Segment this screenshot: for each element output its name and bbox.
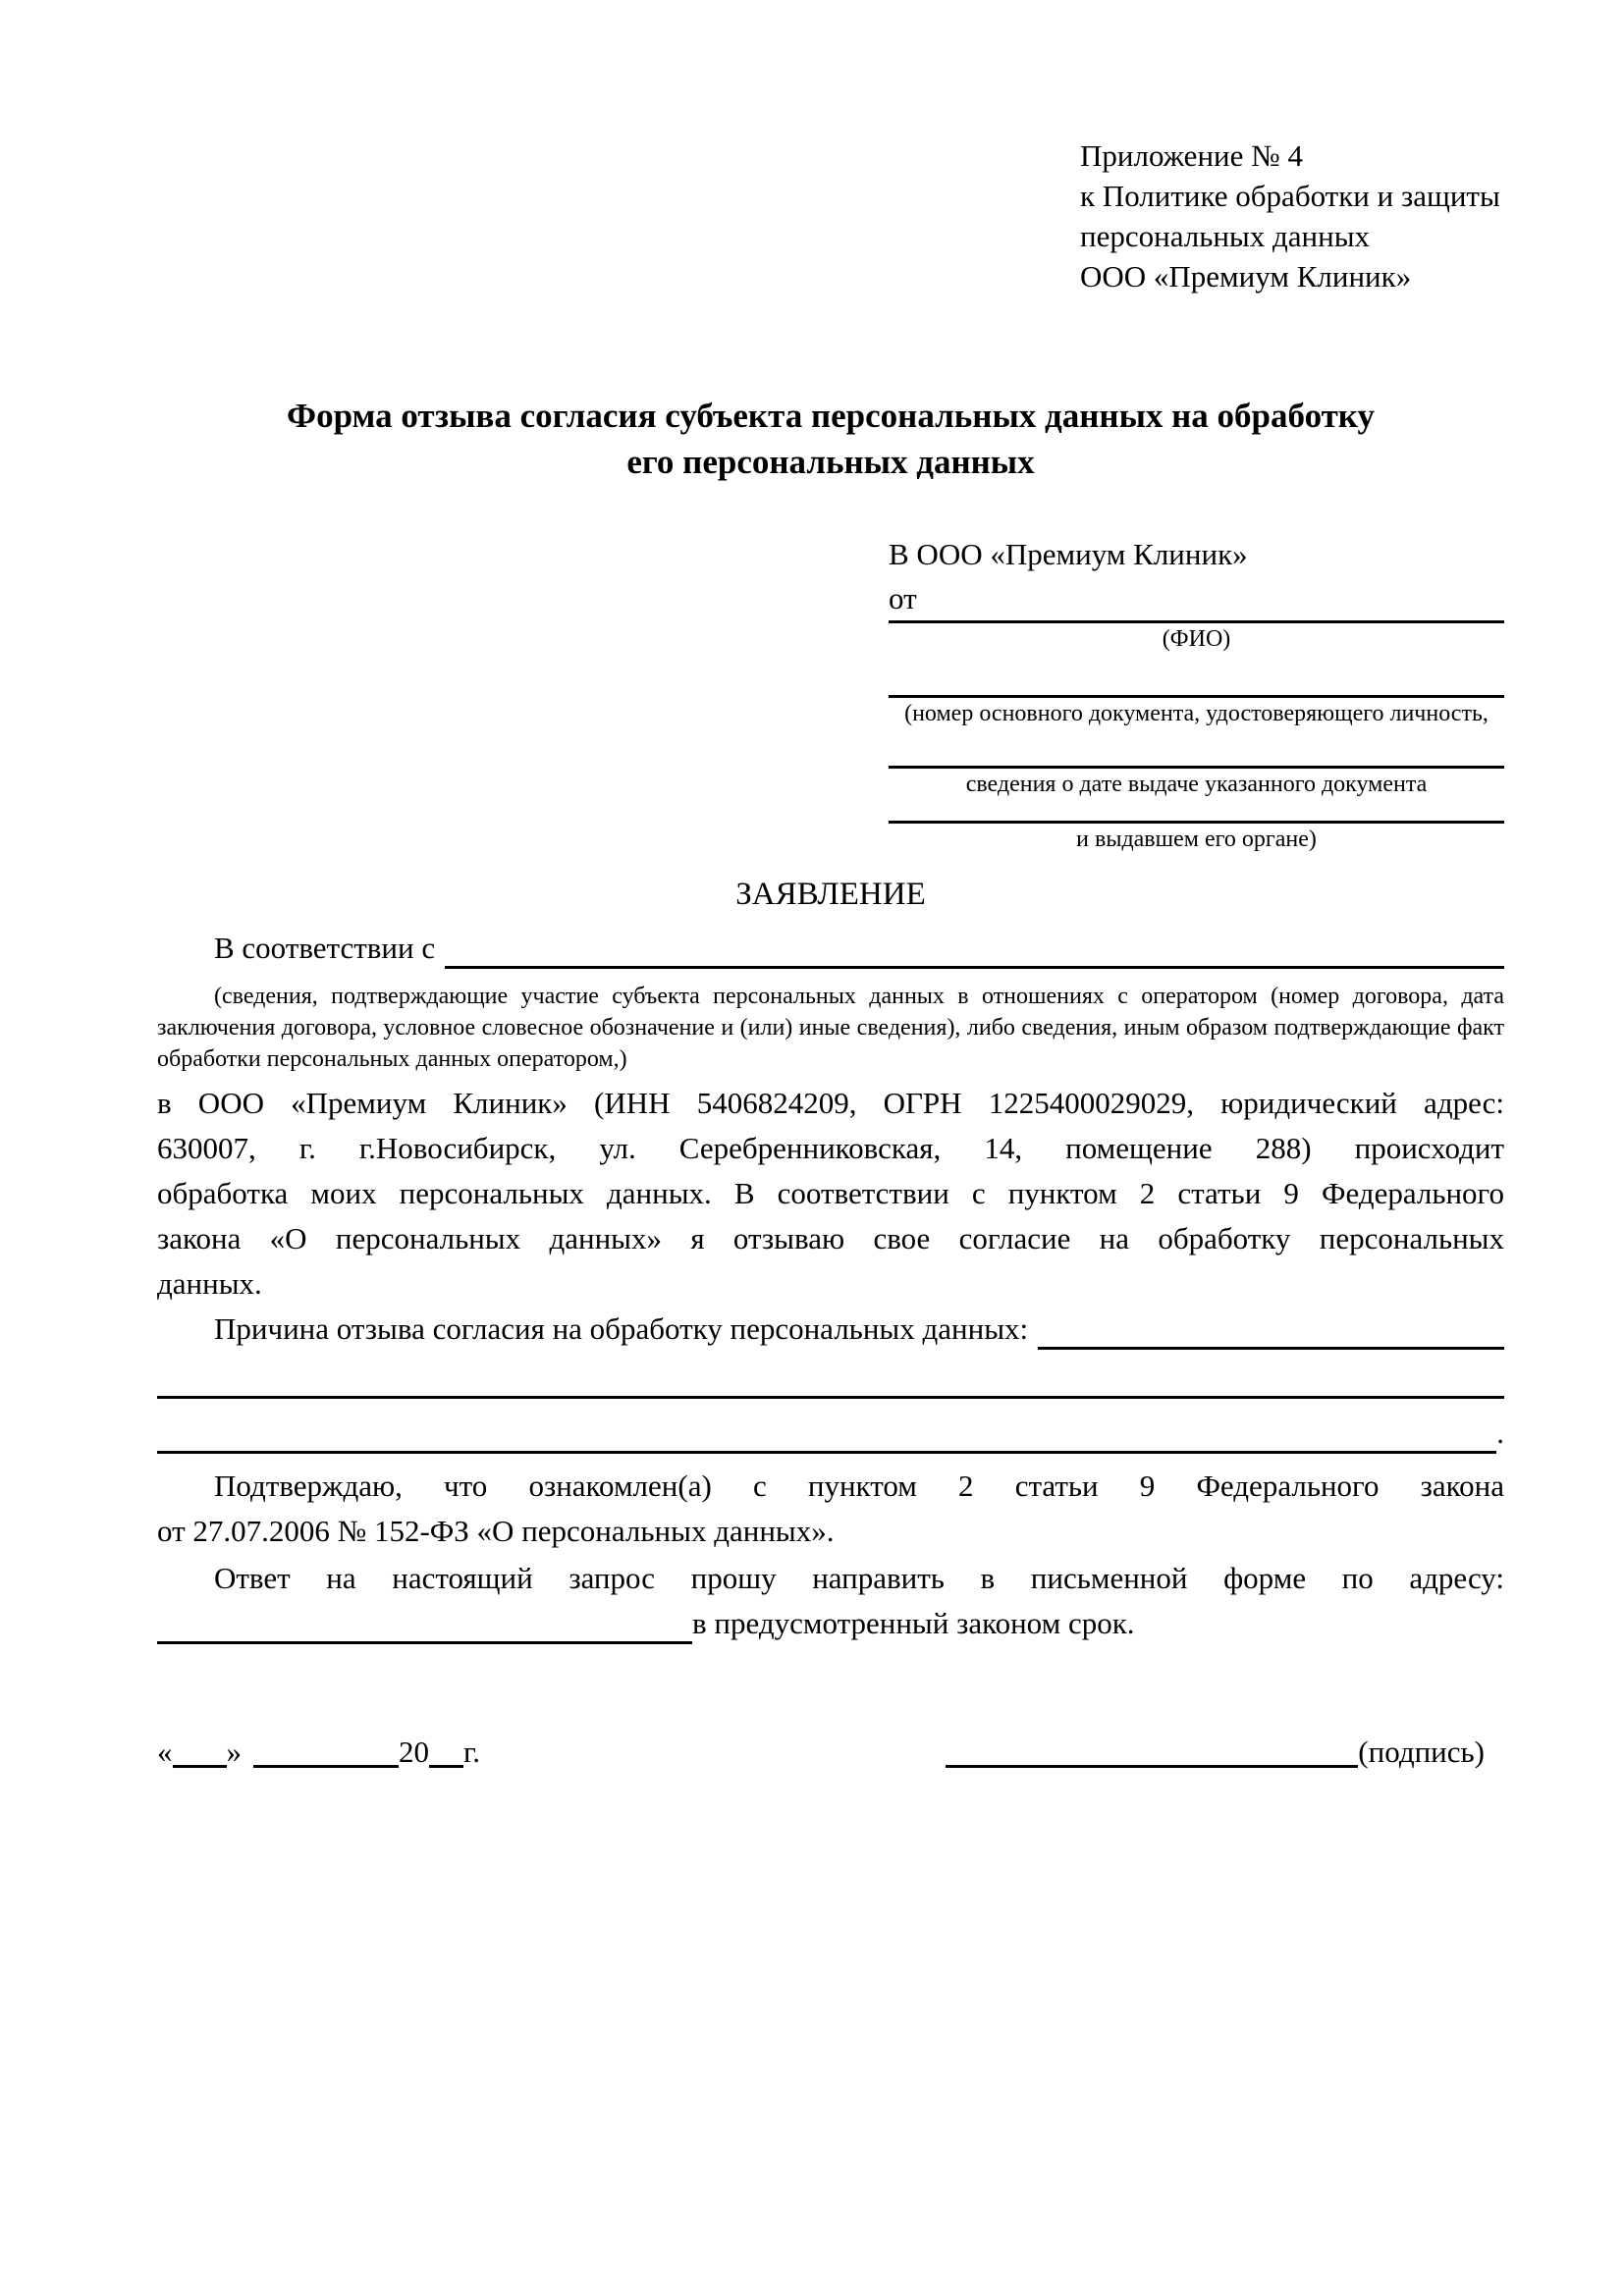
appendix-line-1: Приложение № 4 xyxy=(1080,138,1303,173)
date-quote-close: » xyxy=(226,1735,242,1769)
day-blank-line xyxy=(173,1764,227,1768)
issue-date-field-line xyxy=(889,729,1504,769)
appendix-note xyxy=(1080,135,1504,296)
reason-blank-line xyxy=(1038,1310,1504,1350)
appendix-line-2: к Политике обработки и защиты xyxy=(1080,179,1500,213)
confirmation-line-2: от 27.07.2006 № 152-ФЗ «О персональных данных». xyxy=(157,1514,835,1548)
statement-body-line-5: данных. xyxy=(157,1266,262,1301)
intro-label: В соответствии с xyxy=(214,931,436,965)
document-number-caption: (номер основного документа, удостоверяющего личность, xyxy=(904,701,1489,726)
issuing-authority-field-line xyxy=(889,800,1504,824)
reply-address-blank-line xyxy=(157,1605,692,1644)
footer-row xyxy=(157,1731,1504,1774)
signature-caption: (подпись) xyxy=(1358,1735,1485,1769)
document-title-line-1: Форма отзыва согласия субъекта персональных данных на обработку xyxy=(287,397,1375,435)
explanatory-note-line-3: обработки персональных данных оператором,) xyxy=(157,1046,627,1072)
intro-line xyxy=(157,926,1504,971)
addressee-block xyxy=(889,532,1504,855)
reason-line xyxy=(157,1307,1504,1352)
year-blank-line xyxy=(429,1764,463,1768)
statement-body-line-2: 630007, г. г.Новосибирск, ул. Серебренниковская, 14, помещение 288) происходит xyxy=(157,1131,1504,1165)
issue-date-caption: сведения о дате выдаче указанного документа xyxy=(965,772,1428,797)
reply-tail-text: в предусмотренный законом срок. xyxy=(692,1606,1135,1640)
year-prefix: 20 xyxy=(399,1735,429,1769)
date-quote-open: « xyxy=(157,1735,173,1769)
month-blank-line xyxy=(253,1764,399,1768)
statement-body-line-1: в ООО «Премиум Клиник» (ИНН 5406824209, ОГРН 1225400029029, юридический адрес: xyxy=(157,1086,1504,1120)
reply-address-line xyxy=(157,1601,1504,1646)
explanatory-note-line-1: (сведения, подтверждающие участие субъекта персональных данных в отношениях с оператором (номер договора, дата xyxy=(214,984,1504,1009)
appendix-line-3: персональных данных xyxy=(1080,219,1371,253)
year-suffix: г. xyxy=(463,1735,480,1769)
reason-trailing-period: . xyxy=(1496,1415,1504,1450)
reply-request-paragraph xyxy=(157,1556,1504,1646)
fio-caption: (ФИО) xyxy=(1162,626,1231,652)
confirmation-line-1: Подтверждаю, что ознакомлен(а) с пунктом 2 статьи 9 Федерального закона xyxy=(214,1468,1504,1503)
issuing-authority-caption: и выдавшем его органе) xyxy=(1076,827,1317,852)
date-line xyxy=(157,1731,480,1774)
document-number-field-line xyxy=(889,655,1504,698)
reason-label: Причина отзыва согласия на обработку персональных данных: xyxy=(214,1311,1029,1346)
statement-body-line-3: обработка моих персональных данных. В соответствии с пунктом 2 статьи 9 Федерального xyxy=(157,1176,1504,1210)
reason-continuation-line-2 xyxy=(157,1399,1504,1456)
statement-body xyxy=(157,1081,1504,1307)
explanatory-note xyxy=(157,981,1504,1075)
confirmation-paragraph xyxy=(157,1464,1504,1554)
document-title-line-2: его персональных данных xyxy=(626,443,1035,481)
statement-heading: ЗАЯВЛЕНИЕ xyxy=(735,877,926,912)
reason-continuation-blank xyxy=(157,1415,1496,1454)
intro-blank-line xyxy=(445,930,1504,969)
reason-continuation-line-1 xyxy=(157,1352,1504,1399)
reply-request-line: Ответ на настоящий запрос прошу направить в письменной форме по адресу: xyxy=(214,1561,1504,1595)
signature-blank-line xyxy=(946,1764,1358,1768)
explanatory-note-line-2: заключения договора, условное словесное обозначение и (или) иные сведения), либо сведения, иным образом подтверждающие факт xyxy=(157,1015,1504,1041)
addressee-from-label: от xyxy=(889,581,917,615)
appendix-line-4: ООО «Премиум Клиник» xyxy=(1080,259,1412,294)
signature-line xyxy=(946,1731,1485,1774)
addressee-to: В ООО «Премиум Клиник» xyxy=(889,537,1248,571)
statement-body-line-4: закона «О персональных данных» я отзываю свое согласие на обработку персональных xyxy=(157,1221,1504,1255)
document-title xyxy=(157,393,1504,485)
